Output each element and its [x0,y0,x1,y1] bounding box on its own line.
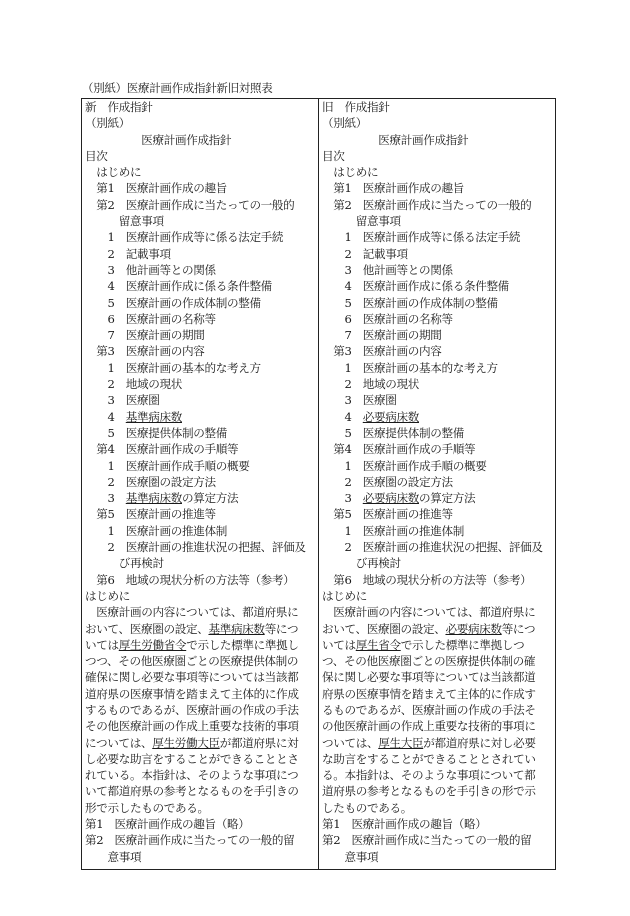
text-segment: 1 医療計画の基本的な考え方 [85,360,261,375]
old-version-line [322,735,553,751]
old-version-line [322,637,553,653]
text-segment: の算定方法 [419,491,476,506]
text-segment: 旧 作成指針 [322,100,390,114]
new-version-line [85,621,316,637]
text-segment: 5 医療提供体制の整備 [85,425,227,440]
old-version-column [319,99,556,870]
amended-term: 基準病床数 [208,621,265,636]
new-version-line [85,767,316,783]
old-version-line [322,327,553,343]
text-segment: 第2 医療計画作成に当たっての一般的留 [85,833,295,848]
text-segment: 第3 医療計画の内容 [85,344,205,359]
new-version-line [85,180,316,196]
text-segment: 保に関し必要な事項等については当該都道 [322,670,536,685]
new-version-line [85,523,316,539]
old-version-line [322,702,553,718]
text-segment: 等につ [501,621,536,636]
text-segment: 3 [322,491,363,506]
amended-term: 厚生労働大臣 [152,735,220,750]
text-segment: の算定方法 [182,491,239,506]
text-segment: 5 医療提供体制の整備 [322,425,464,440]
old-version-line [322,360,553,376]
text-segment: 第4 医療計画作成の手順等 [322,442,476,457]
text-segment: おいて、医療圏の設定、 [85,621,209,636]
text-segment: 第6 地域の現状分析の方法等（参考） [322,572,532,587]
new-version-line [85,653,316,669]
new-version-line [85,686,316,702]
text-segment: 第1 医療計画作成の趣旨 [85,181,227,196]
old-version-line [322,278,553,294]
new-version-line [85,164,316,180]
text-segment: 3 他計画等との関係 [85,262,216,277]
new-version-line [85,99,316,115]
text-segment: するものであるが、医療計画の作成の手法 [85,702,299,717]
old-version-line [322,506,553,522]
old-version-line [322,425,553,441]
new-version-line [85,669,316,685]
new-version-line [85,425,316,441]
new-version-line [85,360,316,376]
new-version-line [85,751,316,767]
text-segment: 4 医療計画作成に係る条件整備 [322,279,509,294]
new-version-line [85,278,316,294]
text-segment: 2 記載事項 [322,246,408,261]
old-version-line [322,604,553,620]
old-version-line [322,115,553,131]
new-version-line [85,783,316,799]
old-version-line [322,213,553,229]
new-version-line [85,295,316,311]
old-version-line [322,164,553,180]
new-version-line [85,311,316,327]
text-segment: おいて、医療圏の設定、 [322,621,446,636]
new-version-line [85,588,316,604]
text-segment: 第1 医療計画作成の趣旨 [322,181,464,196]
text-segment: 第5 医療計画の推進等 [322,507,453,522]
old-version-line [322,295,553,311]
text-segment: 目次 [322,148,345,163]
new-version-line [85,800,316,816]
text-segment: 4 [322,409,363,424]
text-segment: 留意事項 [85,214,164,229]
new-version-line [85,555,316,571]
amended-term: 厚生省令 [355,637,401,652]
table-row [82,99,556,870]
text-segment: 意事項 [85,849,142,864]
old-version-line [322,376,553,392]
old-version-line [322,653,553,669]
new-version-line [85,490,316,506]
new-version-line [85,702,316,718]
old-version-line [322,246,553,262]
new-version-line [85,115,316,131]
old-version-line [322,523,553,539]
new-version-line [85,637,316,653]
text-segment: 医療計画作成指針 [322,132,469,147]
text-segment: 4 医療計画作成に係る条件整備 [85,279,272,294]
new-version-line [85,572,316,588]
text-segment: 4 [85,409,126,424]
new-version-line [85,832,316,848]
text-segment: 2 医療計画の推進状況の把握、評価及 [85,540,306,555]
text-segment: が都道府県に対 [219,735,299,750]
old-version-line [322,783,553,799]
old-version-line [322,474,553,490]
text-segment: はじめに [85,588,130,603]
new-version-line [85,441,316,457]
text-segment: 医療計画作成指針 [85,132,232,147]
text-segment: 目次 [85,148,108,163]
new-version-line [85,197,316,213]
text-segment: 留意事項 [322,214,401,229]
text-segment: その他医療計画の作成上重要な技術的事項 [85,719,299,734]
text-segment: 医療計画の内容については、都道府県に [322,605,536,620]
text-segment: で示した標準に準拠し [186,637,299,652]
old-version-line [322,669,553,685]
text-segment: 6 医療計画の名称等 [322,311,453,326]
old-version-line [322,816,553,832]
old-version-line [322,539,553,555]
old-version-line [322,800,553,816]
text-segment: 第6 地域の現状分析の方法等（参考） [85,572,295,587]
new-version-line [85,343,316,359]
amended-term: 基準病床数 [125,409,182,424]
text-segment: 道府県の医療事情を踏まえて主体的に作成 [85,686,299,701]
text-segment: 6 医療計画の名称等 [85,311,216,326]
text-segment: いては [322,637,356,652]
amended-term: 必要病床数 [362,409,419,424]
old-version-text [322,99,553,865]
text-segment: び再検討 [85,556,164,571]
text-segment: 2 医療圏の設定方法 [85,474,216,489]
new-version-line [85,506,316,522]
text-segment: 道府県の参考となるものを手引きの形で示 [322,784,536,799]
text-segment: 3 医療圏 [85,393,160,408]
text-segment: 医療計画の内容については、都道府県に [85,605,299,620]
old-version-line [322,99,553,115]
text-segment: で示した標準に準拠しつ [400,637,525,652]
text-segment: 1 医療計画の推進体制 [85,523,227,538]
text-segment: いては [85,637,119,652]
new-version-line [85,376,316,392]
old-version-line [322,441,553,457]
text-segment: るものであるが、医療計画の作成の手法そ [322,702,536,717]
new-version-line [85,458,316,474]
old-version-line [322,392,553,408]
old-version-line [322,409,553,425]
text-segment: つつ、その他医療圏ごとの医療提供体制の [85,654,299,669]
text-segment: 1 医療計画作成手順の概要 [85,458,250,473]
new-version-line [85,148,316,164]
text-segment: 2 医療圏の設定方法 [322,474,453,489]
text-segment: については、 [85,735,153,750]
text-segment: 等につ [264,621,299,636]
new-version-line [85,539,316,555]
text-segment: 第3 医療計画の内容 [322,344,442,359]
text-segment: 1 医療計画作成等に係る法定手続 [85,230,284,245]
text-segment: 第2 医療計画作成に当たっての一般的留 [322,833,532,848]
text-segment: び再検討 [322,556,401,571]
old-version-line [322,197,553,213]
text-segment: 府県の医療事情を踏まえて主体的に作成す [322,686,536,701]
old-version-line [322,132,553,148]
old-version-line [322,718,553,734]
text-segment: 3 医療圏 [322,393,397,408]
text-segment: 1 医療計画作成等に係る法定手続 [322,230,521,245]
text-segment: 2 記載事項 [85,246,171,261]
text-segment: 確保に関し必要な事項等については当該都 [85,670,299,685]
old-version-line [322,767,553,783]
old-version-line [322,555,553,571]
comparison-table [81,98,556,870]
text-segment: 第1 医療計画作成の趣旨（略） [85,817,250,832]
text-segment: し必要な助言をすることができることとさ [85,751,299,766]
amended-term: 厚生労働省令 [118,637,187,652]
new-version-line [85,246,316,262]
amended-term: 必要病床数 [362,491,419,506]
text-segment: 1 医療計画作成手順の概要 [322,458,487,473]
old-version-line [322,849,553,865]
text-segment: 第4 医療計画作成の手順等 [85,442,239,457]
amended-term: 厚生大臣 [378,735,424,750]
text-segment: 2 地域の現状 [322,377,419,392]
text-segment: 1 医療計画の基本的な考え方 [322,360,498,375]
text-segment: 第5 医療計画の推進等 [85,507,216,522]
text-segment: れている。本指針は、そのような事項につ [85,768,299,783]
new-version-column [82,99,319,870]
text-segment: る。本指針は、そのような事項について都 [322,768,536,783]
new-version-line [85,849,316,865]
new-version-line [85,327,316,343]
amended-term: 必要病床数 [445,621,502,636]
new-version-line [85,816,316,832]
text-segment: 1 医療計画の推進体制 [322,523,464,538]
text-segment: はじめに [322,588,367,603]
text-segment: ついては、 [322,735,379,750]
new-version-line [85,213,316,229]
text-segment: （別紙） [85,116,130,131]
old-version-line [322,458,553,474]
new-version-line [85,229,316,245]
text-segment: したものである。 [322,800,412,815]
text-segment: いて都道府県の参考となるものを手引きの [85,784,299,799]
amended-term: 基準病床数 [125,491,182,506]
old-version-line [322,490,553,506]
text-segment: 2 地域の現状 [85,377,182,392]
text-segment: 意事項 [322,849,379,864]
old-version-line [322,621,553,637]
text-segment: はじめに [85,165,142,180]
old-version-line [322,751,553,767]
document-caption: （別紙）医療計画作成指針新旧対照表 [82,81,273,95]
new-version-line [85,735,316,751]
text-segment: 3 [85,491,126,506]
text-segment: （別紙） [322,116,367,131]
new-version-line [85,392,316,408]
text-segment: 第2 医療計画作成に当たっての一般的 [322,197,532,212]
text-segment: 第1 医療計画作成の趣旨（略） [322,817,487,832]
new-version-line [85,262,316,278]
new-version-line [85,132,316,148]
old-version-line [322,180,553,196]
old-version-line [322,686,553,702]
old-version-line [322,148,553,164]
old-version-line [322,262,553,278]
old-version-line [322,588,553,604]
text-segment: 第2 医療計画作成に当たっての一般的 [85,197,295,212]
text-segment: はじめに [322,165,379,180]
text-segment: 5 医療計画の作成体制の整備 [322,295,498,310]
text-segment: つ、その他医療圏ごとの医療提供体制の確 [322,654,536,669]
text-segment: 7 医療計画の期間 [85,328,205,343]
old-version-line [322,572,553,588]
new-version-text [85,99,316,865]
text-segment: な助言をすることができることとされてい [322,751,536,766]
old-version-line [322,311,553,327]
new-version-line [85,409,316,425]
text-segment: 3 他計画等との関係 [322,262,453,277]
old-version-line [322,832,553,848]
old-version-line [322,343,553,359]
text-segment: 5 医療計画の作成体制の整備 [85,295,261,310]
new-version-line [85,474,316,490]
text-segment: 7 医療計画の期間 [322,328,442,343]
new-version-line [85,718,316,734]
text-segment: が都道府県に対し必要 [423,735,536,750]
text-segment: 形で示したものである。 [85,800,209,815]
text-segment: 新 作成指針 [85,100,153,114]
new-version-line [85,604,316,620]
text-segment: の他医療計画の作成上重要な技術的事項に [322,719,536,734]
old-version-line [322,229,553,245]
text-segment: 2 医療計画の推進状況の把握、評価及 [322,540,543,555]
